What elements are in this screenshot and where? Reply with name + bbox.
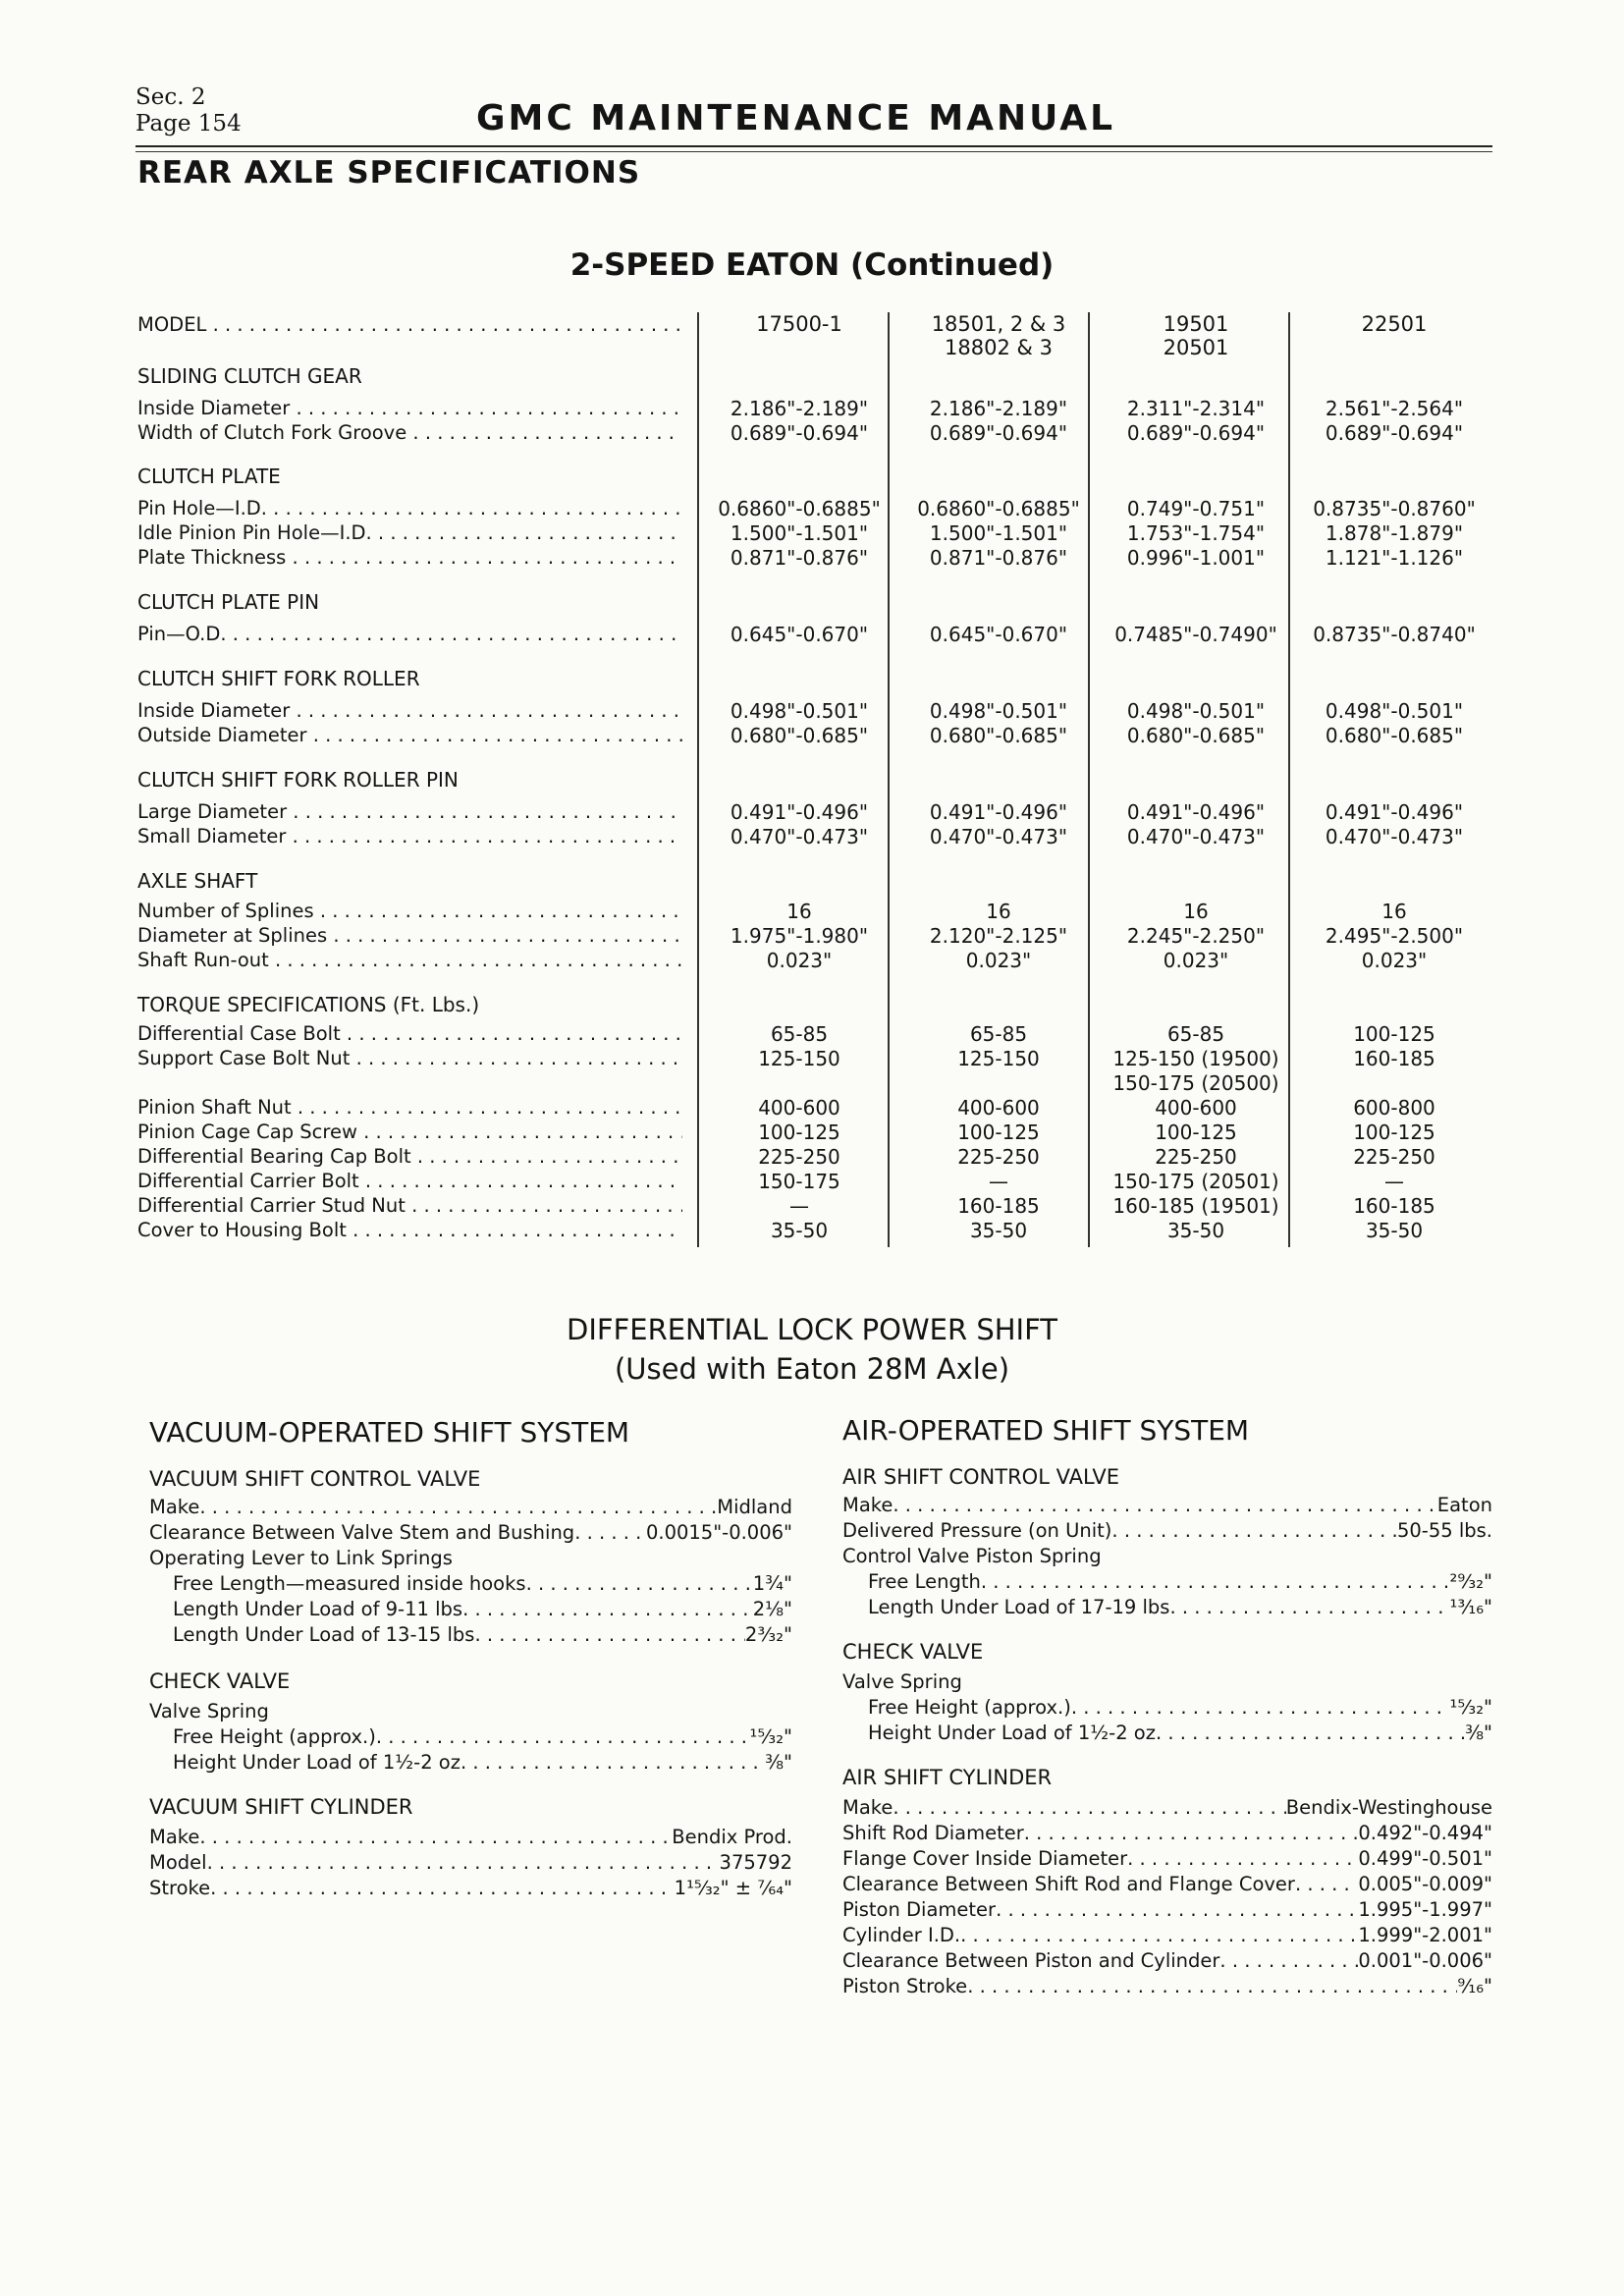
column-header bbox=[701, 312, 897, 336]
table-row bbox=[137, 1193, 1479, 1219]
leader-dots bbox=[207, 1850, 720, 1876]
table-row bbox=[137, 1120, 1479, 1145]
table-cell: 2.311"-2.314" bbox=[1126, 397, 1266, 420]
sec-label: Sec. 2 bbox=[135, 84, 206, 110]
table-cell: 160-185 bbox=[957, 1194, 1040, 1218]
table-cell: 1.878"-1.879" bbox=[1325, 521, 1464, 545]
leader-dots bbox=[199, 1495, 717, 1520]
spec-value: ¹⁵⁄₃₂" bbox=[1449, 1696, 1492, 1719]
table-cell: 35-50 bbox=[969, 1219, 1028, 1242]
spec-line bbox=[173, 1597, 792, 1622]
table-cell: 0.6860"-0.6885" bbox=[917, 497, 1080, 520]
table-row bbox=[137, 496, 1479, 521]
table-cell: 2.186"-2.189" bbox=[929, 397, 1068, 420]
group-heading: CLUTCH SHIFT FORK ROLLER bbox=[137, 667, 420, 690]
spec-label: Make bbox=[149, 1826, 200, 1848]
row-label: Support Case Bolt Nut . . . bbox=[137, 1046, 682, 1071]
leader-dots bbox=[574, 1520, 646, 1546]
table-row bbox=[137, 622, 1479, 647]
table-cell: 0.680"-0.685" bbox=[929, 724, 1068, 747]
table-cell: 0.871"-0.876" bbox=[730, 546, 869, 570]
spec-line bbox=[149, 1495, 792, 1520]
spec-subheading: Valve Spring bbox=[149, 1700, 269, 1722]
table-cell: 225-250 bbox=[1155, 1145, 1237, 1169]
spec-line bbox=[842, 1493, 1492, 1518]
table-cell: 0.680"-0.685" bbox=[730, 724, 869, 747]
table-cell: 0.996"-1.001" bbox=[1126, 546, 1266, 570]
table-cell: 100-125 bbox=[1155, 1121, 1237, 1144]
leader-dots bbox=[960, 1923, 1358, 1948]
leader-dots bbox=[376, 1724, 750, 1750]
table-cell: 2.245"-2.250" bbox=[1126, 924, 1266, 948]
spec-line bbox=[173, 1724, 792, 1750]
spec-value: ²⁹⁄₃₂" bbox=[1449, 1570, 1492, 1593]
spec-label: Make bbox=[149, 1496, 200, 1518]
table-cell: — bbox=[789, 1194, 809, 1218]
spec-label: Free Height (approx.) bbox=[868, 1696, 1071, 1719]
group-heading: SLIDING CLUTCH GEAR bbox=[137, 364, 362, 388]
table-cell: 100-125 bbox=[758, 1121, 840, 1144]
spec-line bbox=[842, 1974, 1492, 1999]
spec-subheading: Operating Lever to Link Springs bbox=[149, 1547, 453, 1569]
column-header bbox=[1098, 312, 1294, 359]
column-header-line: 20501 bbox=[1163, 336, 1229, 359]
group-heading: CLUTCH SHIFT FORK ROLLER PIN bbox=[137, 768, 459, 792]
table-cell: 0.498"-0.501" bbox=[1325, 699, 1464, 723]
spec-label: Clearance Between Shift Rod and Flange Cover bbox=[842, 1873, 1295, 1895]
table-cell: 16 bbox=[1381, 900, 1407, 923]
row-label: Pin—O.D. . . . bbox=[137, 622, 682, 647]
section-number bbox=[135, 84, 242, 137]
subsection-heading: AIR SHIFT CONTROL VALVE bbox=[842, 1465, 1119, 1489]
spec-line bbox=[173, 1750, 792, 1776]
table-cell: 100-125 bbox=[1353, 1121, 1435, 1144]
table-cell: 0.689"-0.694" bbox=[929, 421, 1068, 445]
spec-value: ⁹⁄₁₆" bbox=[1457, 1975, 1492, 1997]
spec-value: 2³⁄₃₂" bbox=[744, 1623, 792, 1646]
row-label: Pinion Shaft Nut . . . bbox=[137, 1095, 682, 1121]
model-label: MODEL . . . bbox=[137, 312, 682, 338]
table-cell: 0.7485"-0.7490" bbox=[1114, 623, 1277, 646]
spec-label: Free Height (approx.) bbox=[173, 1725, 376, 1748]
table-row bbox=[137, 1095, 1479, 1121]
spec-line bbox=[868, 1721, 1492, 1746]
table-cell: 125-150 bbox=[957, 1047, 1040, 1070]
group-heading: AXLE SHAFT bbox=[137, 869, 258, 893]
table-row bbox=[137, 545, 1479, 571]
spec-label: Stroke bbox=[149, 1877, 211, 1899]
table-row bbox=[137, 1144, 1479, 1170]
page-label: Page 154 bbox=[135, 111, 242, 137]
table-row bbox=[137, 923, 1479, 949]
row-label: Differential Carrier Bolt . . . bbox=[137, 1169, 682, 1194]
table-cell: 0.023" bbox=[1361, 949, 1428, 972]
table-cell: 0.6860"-0.6885" bbox=[718, 497, 881, 520]
spec-subheading: Control Valve Piston Spring bbox=[842, 1545, 1102, 1567]
spec-subheading: Valve Spring bbox=[842, 1670, 962, 1693]
row-label: Differential Bearing Cap Bolt . . . bbox=[137, 1144, 682, 1170]
spec-label: Free Length bbox=[868, 1570, 981, 1593]
table-cell: 150-175 bbox=[758, 1170, 840, 1193]
row-label: Outside Diameter . . . bbox=[137, 723, 682, 748]
diff-lock-subtitle: (Used with Eaton 28M Axle) bbox=[614, 1352, 1010, 1386]
table-cell: 0.871"-0.876" bbox=[929, 546, 1068, 570]
table-cell: 100-125 bbox=[1353, 1022, 1435, 1046]
column-header bbox=[1296, 312, 1492, 336]
table-cell: 225-250 bbox=[1353, 1145, 1435, 1169]
table-cell: 160-185 bbox=[1353, 1047, 1435, 1070]
table-cell: 0.645"-0.670" bbox=[730, 623, 869, 646]
spec-label: Height Under Load of 1½-2 oz bbox=[868, 1722, 1156, 1744]
table-row bbox=[137, 824, 1479, 849]
table-cell: 1.121"-1.126" bbox=[1325, 546, 1464, 570]
table-cell: 2.561"-2.564" bbox=[1325, 397, 1464, 420]
spec-line bbox=[842, 1948, 1492, 1974]
spec-line bbox=[149, 1520, 792, 1546]
spec-line bbox=[173, 1622, 792, 1648]
vacuum-system-heading: VACUUM-OPERATED SHIFT SYSTEM bbox=[149, 1416, 630, 1449]
table-row bbox=[137, 420, 1479, 446]
row-label: Large Diameter . . . bbox=[137, 799, 682, 825]
table-row bbox=[137, 1070, 1479, 1096]
leader-dots bbox=[1169, 1595, 1449, 1620]
table-row bbox=[137, 1218, 1479, 1243]
spec-label: Length Under Load of 17-19 lbs bbox=[868, 1596, 1170, 1618]
table-cell: 2.495"-2.500" bbox=[1325, 924, 1464, 948]
leader-dots bbox=[1156, 1721, 1465, 1746]
table-cell: 150-175 (20501) bbox=[1112, 1170, 1279, 1193]
table-cell: 0.680"-0.685" bbox=[1126, 724, 1266, 747]
spec-line bbox=[842, 1872, 1492, 1897]
table-cell: 0.498"-0.501" bbox=[1126, 699, 1266, 723]
table-cell: 400-600 bbox=[1155, 1096, 1237, 1120]
spec-line bbox=[842, 1821, 1492, 1846]
table-cell: 0.023" bbox=[766, 949, 833, 972]
row-label: Plate Thickness . . . bbox=[137, 545, 682, 571]
spec-line bbox=[868, 1595, 1492, 1620]
spec-value: ¹⁵⁄₃₂" bbox=[749, 1725, 792, 1748]
table-cell: — bbox=[989, 1170, 1008, 1193]
table-cell: 35-50 bbox=[770, 1219, 829, 1242]
subsection-heading: CHECK VALVE bbox=[842, 1640, 984, 1664]
header-rule-thin bbox=[135, 151, 1492, 152]
leader-dots bbox=[1071, 1695, 1450, 1721]
table-row bbox=[137, 723, 1479, 748]
table-cell: 225-250 bbox=[758, 1145, 840, 1169]
spec-value: 0.0015"-0.006" bbox=[645, 1521, 792, 1544]
subsection-heading: AIR SHIFT CYLINDER bbox=[842, 1766, 1053, 1789]
leader-dots bbox=[1111, 1518, 1397, 1544]
table-cell: 0.498"-0.501" bbox=[929, 699, 1068, 723]
table-cell: 0.689"-0.694" bbox=[1325, 421, 1464, 445]
row-label: Number of Splines . . . bbox=[137, 899, 682, 924]
table-cell: 0.470"-0.473" bbox=[730, 825, 869, 848]
table-cell: 125-150 bbox=[758, 1047, 840, 1070]
spec-line bbox=[173, 1571, 792, 1597]
spec-value: 375792 bbox=[719, 1851, 792, 1874]
spec-line bbox=[842, 1795, 1492, 1821]
table-cell: 225-250 bbox=[957, 1145, 1040, 1169]
leader-dots bbox=[1219, 1948, 1358, 1974]
leader-dots bbox=[1295, 1872, 1358, 1897]
diff-lock-title: DIFFERENTIAL LOCK POWER SHIFT bbox=[567, 1313, 1057, 1346]
table-cell: 0.491"-0.496" bbox=[1126, 800, 1266, 824]
table-cell: 65-85 bbox=[770, 1022, 829, 1046]
table-title: 2-SPEED EATON (Continued) bbox=[569, 247, 1055, 283]
table-cell: 65-85 bbox=[969, 1022, 1028, 1046]
spec-label: Free Length—measured inside hooks bbox=[173, 1572, 526, 1595]
table-cell: 1.753"-1.754" bbox=[1126, 521, 1266, 545]
table-cell: 0.470"-0.473" bbox=[1126, 825, 1266, 848]
spec-label: Height Under Load of 1½-2 oz bbox=[173, 1751, 460, 1774]
table-cell: 0.023" bbox=[1163, 949, 1229, 972]
subsection-heading: CHECK VALVE bbox=[149, 1669, 291, 1693]
air-system-heading: AIR-OPERATED SHIFT SYSTEM bbox=[842, 1414, 1250, 1447]
spec-value: 1.995"-1.997" bbox=[1358, 1898, 1492, 1921]
row-label: Pin Hole—I.D. . . . bbox=[137, 496, 682, 521]
row-label: Differential Case Bolt . . . bbox=[137, 1021, 682, 1047]
table-cell: 400-600 bbox=[957, 1096, 1040, 1120]
spec-label: Make bbox=[842, 1494, 893, 1516]
spec-value: 0.499"-0.501" bbox=[1358, 1847, 1492, 1870]
group-heading: CLUTCH PLATE PIN bbox=[137, 590, 320, 614]
leader-dots bbox=[981, 1569, 1450, 1595]
leader-dots bbox=[462, 1597, 753, 1622]
subsection-heading: VACUUM SHIFT CYLINDER bbox=[149, 1795, 413, 1819]
table-cell: 0.680"-0.685" bbox=[1325, 724, 1464, 747]
table-cell: 100-125 bbox=[957, 1121, 1040, 1144]
spec-line bbox=[842, 1923, 1492, 1948]
spec-line bbox=[868, 1695, 1492, 1721]
table-cell: 150-175 (20500) bbox=[1112, 1071, 1279, 1095]
row-label: Differential Carrier Stud Nut . . . bbox=[137, 1193, 682, 1219]
leader-dots bbox=[893, 1493, 1436, 1518]
spec-label: Length Under Load of 9-11 lbs bbox=[173, 1598, 463, 1620]
table-row bbox=[137, 799, 1479, 825]
leader-dots bbox=[967, 1974, 1457, 1999]
table-row bbox=[137, 1169, 1479, 1194]
column-header-line: 22501 bbox=[1361, 312, 1428, 336]
leader-dots bbox=[1127, 1846, 1358, 1872]
spec-value: Bendix Prod. bbox=[672, 1826, 792, 1848]
table-cell: 35-50 bbox=[1166, 1219, 1225, 1242]
table-row bbox=[137, 899, 1479, 924]
table-cell: 1.500"-1.501" bbox=[730, 521, 869, 545]
table-row bbox=[137, 948, 1479, 973]
table-cell: 1.975"-1.980" bbox=[730, 924, 869, 948]
spec-label: Length Under Load of 13-15 lbs bbox=[173, 1623, 475, 1646]
column-header bbox=[900, 312, 1097, 359]
spec-line bbox=[842, 1846, 1492, 1872]
table-cell: 0.749"-0.751" bbox=[1126, 497, 1266, 520]
section-title: REAR AXLE SPECIFICATIONS bbox=[137, 155, 641, 191]
table-cell: 0.689"-0.694" bbox=[730, 421, 869, 445]
table-cell: 2.186"-2.189" bbox=[730, 397, 869, 420]
spec-value: 1.999"-2.001" bbox=[1358, 1924, 1492, 1946]
table-cell: 160-185 (19501) bbox=[1112, 1194, 1279, 1218]
spec-label: Clearance Between Piston and Cylinder bbox=[842, 1949, 1220, 1972]
subsection-heading: VACUUM SHIFT CONTROL VALVE bbox=[149, 1467, 481, 1491]
table-cell: 600-800 bbox=[1353, 1096, 1435, 1120]
spec-line bbox=[149, 1825, 792, 1850]
spec-line bbox=[149, 1876, 792, 1901]
spec-value: 50-55 lbs. bbox=[1396, 1519, 1492, 1542]
spec-line bbox=[842, 1897, 1492, 1923]
column-header-line: 19501 bbox=[1163, 312, 1229, 336]
table-row bbox=[137, 1046, 1479, 1071]
table-cell: 0.470"-0.473" bbox=[929, 825, 1068, 848]
table-cell: 0.491"-0.496" bbox=[730, 800, 869, 824]
leader-dots bbox=[199, 1825, 672, 1850]
table-row bbox=[137, 1021, 1479, 1047]
spec-value: 0.001"-0.006" bbox=[1358, 1949, 1492, 1972]
table-row bbox=[137, 520, 1479, 546]
spec-value: 1¹⁵⁄₃₂" ± ⁷⁄₆₄" bbox=[674, 1877, 792, 1899]
table-cell: 65-85 bbox=[1166, 1022, 1225, 1046]
table-cell: 16 bbox=[786, 900, 812, 923]
leader-dots bbox=[893, 1795, 1285, 1821]
table-cell: 125-150 (19500) bbox=[1112, 1047, 1279, 1070]
table-cell: 0.470"-0.473" bbox=[1325, 825, 1464, 848]
spec-value: ⅜" bbox=[1465, 1722, 1492, 1744]
leader-dots bbox=[526, 1571, 753, 1597]
spec-value: 1¾" bbox=[752, 1572, 792, 1595]
column-header-line: 18802 & 3 bbox=[945, 336, 1053, 359]
table-cell: 0.8735"-0.8760" bbox=[1313, 497, 1476, 520]
spec-label: Shift Rod Diameter bbox=[842, 1822, 1024, 1844]
table-cell: 0.645"-0.670" bbox=[929, 623, 1068, 646]
table-cell: 16 bbox=[1183, 900, 1209, 923]
table-cell: 2.120"-2.125" bbox=[929, 924, 1068, 948]
table-cell: 0.491"-0.496" bbox=[1325, 800, 1464, 824]
table-cell: 1.500"-1.501" bbox=[929, 521, 1068, 545]
table-row bbox=[137, 698, 1479, 724]
group-heading: CLUTCH PLATE bbox=[137, 465, 281, 488]
manual-title: GMC MAINTENANCE MANUAL bbox=[476, 98, 1116, 138]
row-label: Shaft Run-out . . . bbox=[137, 948, 682, 973]
spec-label: Delivered Pressure (on Unit) bbox=[842, 1519, 1112, 1542]
spec-value: 0.005"-0.009" bbox=[1358, 1873, 1492, 1895]
table-cell: 0.023" bbox=[965, 949, 1032, 972]
leader-dots bbox=[474, 1622, 744, 1648]
spec-value: Eaton bbox=[1436, 1494, 1492, 1516]
leader-dots bbox=[996, 1897, 1358, 1923]
spec-label: Make bbox=[842, 1796, 893, 1819]
leader-dots bbox=[460, 1750, 765, 1776]
table-cell: 35-50 bbox=[1365, 1219, 1424, 1242]
row-label: Idle Pinion Pin Hole—I.D. . . . bbox=[137, 520, 682, 546]
spec-label: Clearance Between Valve Stem and Bushing bbox=[149, 1521, 575, 1544]
row-label: Diameter at Splines . . . bbox=[137, 923, 682, 949]
spec-value: 2⅛" bbox=[752, 1598, 792, 1620]
table-cell: 0.689"-0.694" bbox=[1126, 421, 1266, 445]
group-heading: TORQUE SPECIFICATIONS (Ft. Lbs.) bbox=[137, 993, 480, 1016]
spec-value: Bendix-Westinghouse bbox=[1285, 1796, 1492, 1819]
spec-value: Midland bbox=[717, 1496, 792, 1518]
spec-line bbox=[868, 1569, 1492, 1595]
table-row bbox=[137, 396, 1479, 421]
table-cell: 16 bbox=[986, 900, 1011, 923]
column-header-line: 17500-1 bbox=[756, 312, 842, 336]
table-cell: — bbox=[1384, 1170, 1404, 1193]
table-cell: 400-600 bbox=[758, 1096, 840, 1120]
spec-label: Model bbox=[149, 1851, 207, 1874]
spec-line bbox=[842, 1518, 1492, 1544]
table-cell: 0.498"-0.501" bbox=[730, 699, 869, 723]
spec-value: ¹³⁄₁₆" bbox=[1449, 1596, 1492, 1618]
row-label: Inside Diameter . . . bbox=[137, 698, 682, 724]
table-cell: 0.491"-0.496" bbox=[929, 800, 1068, 824]
spec-label: Piston Diameter bbox=[842, 1898, 997, 1921]
row-label: Width of Clutch Fork Groove . . . bbox=[137, 420, 682, 446]
header-rule bbox=[135, 145, 1492, 147]
row-label: Pinion Cage Cap Screw . . . bbox=[137, 1120, 682, 1145]
column-header-line: 18501, 2 & 3 bbox=[931, 312, 1066, 336]
row-label: Cover to Housing Bolt . . . bbox=[137, 1218, 682, 1243]
row-label: Inside Diameter . . . bbox=[137, 396, 682, 421]
table-cell: 160-185 bbox=[1353, 1194, 1435, 1218]
table-cell: 0.8735"-0.8740" bbox=[1313, 623, 1476, 646]
spec-label: Piston Stroke bbox=[842, 1975, 968, 1997]
leader-dots bbox=[210, 1876, 675, 1901]
spec-line bbox=[149, 1850, 792, 1876]
spec-value: 0.492"-0.494" bbox=[1358, 1822, 1492, 1844]
spec-value: ⅜" bbox=[765, 1751, 792, 1774]
leader-dots bbox=[1024, 1821, 1359, 1846]
spec-label: Flange Cover Inside Diameter bbox=[842, 1847, 1128, 1870]
spec-label: Cylinder I.D. bbox=[842, 1924, 961, 1946]
row-label: Small Diameter . . . bbox=[137, 824, 682, 849]
